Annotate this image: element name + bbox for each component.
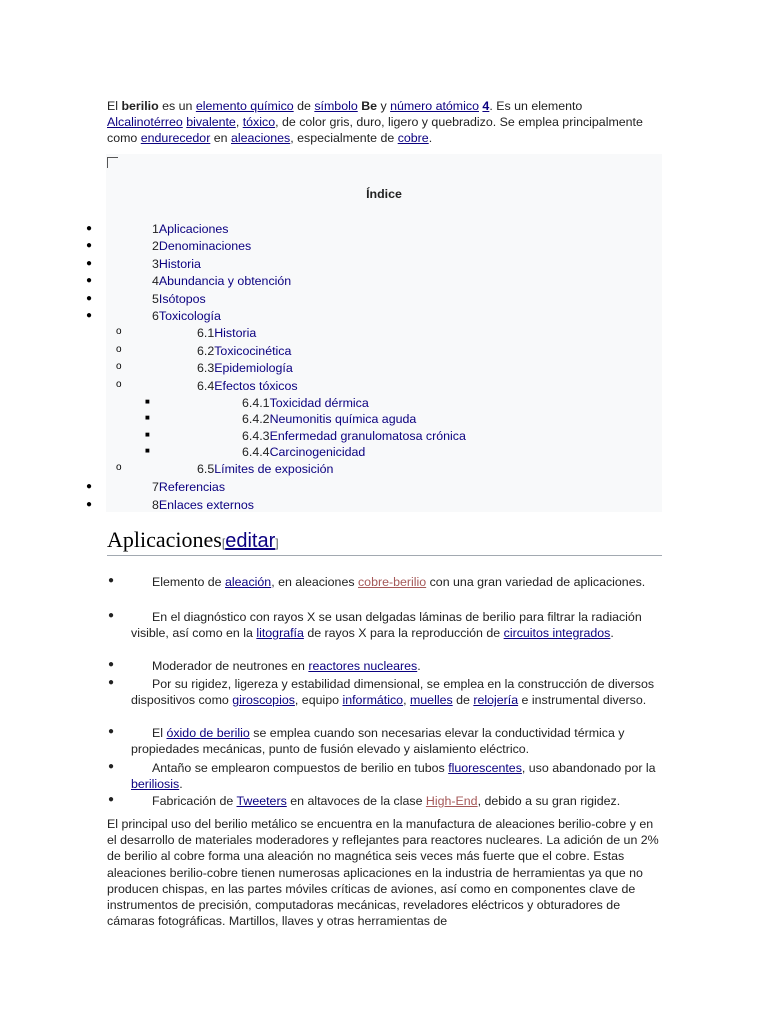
bullet-dot-icon: ● bbox=[108, 726, 115, 737]
bullet-dot-icon: ● bbox=[108, 677, 115, 688]
toc-item-6-4-4[interactable]: 6.4.4Carcinogenicidad bbox=[242, 445, 366, 459]
toc-item-6-4-1[interactable]: 6.4.1Toxicidad dérmica bbox=[242, 396, 369, 410]
intro-text: El bbox=[107, 99, 122, 113]
bullet-dot-icon: ● bbox=[108, 575, 115, 586]
link-aleaciones[interactable]: aleaciones bbox=[231, 131, 291, 145]
toc-item-toxicologia[interactable]: 6Toxicología bbox=[152, 309, 221, 323]
toc-item-6-2-toxicocinetica[interactable]: 6.2Toxicocinética bbox=[197, 344, 292, 358]
toc-item-6-5-limites[interactable]: 6.5Límites de exposición bbox=[197, 462, 334, 476]
bullet-square-icon: ■ bbox=[145, 413, 150, 422]
toc-item-isotopos[interactable]: 5Isótopos bbox=[152, 292, 206, 306]
link-muelles[interactable]: muelles bbox=[409, 693, 453, 707]
edit-bracket-close: ] bbox=[275, 536, 279, 550]
toc-toggle-checkbox[interactable] bbox=[107, 157, 118, 168]
link-simbolo[interactable]: símbolo bbox=[314, 99, 358, 113]
link-numero-atomico[interactable]: número atómico bbox=[390, 99, 479, 113]
link-toxico[interactable]: tóxico bbox=[242, 115, 276, 129]
link-cobre-berilio[interactable]: cobre-berilio bbox=[357, 575, 427, 589]
bullet-dot-icon: ● bbox=[86, 293, 93, 304]
toc-item-6-3-epidemiologia[interactable]: 6.3Epidemiología bbox=[197, 361, 293, 375]
body-paragraph: El principal uso del berilio metálico se encuentra en la manufactura de aleaciones berilio-cobre y en el desarrollo de materiales moderadores y reflejantes para reactores nucleares. La adición de un 2% de berilio al cobre forma una aleación no magnética seis veces más fuerte que el cobre. Estas aleaciones berilio-cobre tienen numerosas aplicaciones en la industria de herramientas ya que no producen chispas, en las partes móviles críticas de aviones, así como en componentes clave de instrumentos de precisión, computadoras mecánicas, reveladores eléctricos y obturadores de cámaras fotográficas. Martillos, llaves y otras herramientas de bbox=[107, 817, 659, 929]
link-informatico[interactable]: informático bbox=[342, 693, 404, 707]
list-item: Elemento de aleación, en aleaciones cobre-berilio con una gran variedad de aplicaciones. bbox=[152, 575, 646, 589]
bullet-dot-icon: ● bbox=[108, 761, 115, 772]
bullet-dot-icon: ● bbox=[108, 610, 115, 621]
bullet-dot-icon: ● bbox=[86, 223, 93, 234]
list-item: Moderador de neutrones en reactores nucleares. bbox=[152, 659, 421, 673]
toc-item-denominaciones[interactable]: 2Denominaciones bbox=[152, 239, 252, 253]
toc-item-historia[interactable]: 3Historia bbox=[152, 257, 201, 271]
link-litografia[interactable]: litografía bbox=[256, 626, 304, 640]
bullet-square-icon: ■ bbox=[145, 430, 150, 439]
link-aleacion[interactable]: aleación bbox=[225, 575, 272, 589]
toc-item-6-4-3[interactable]: 6.4.3Enfermedad granulomatosa crónica bbox=[242, 429, 466, 443]
link-alcalinoterreo[interactable]: Alcalinotérreo bbox=[107, 115, 183, 129]
list-item: Por su rigidez, ligereza y estabilidad dimensional, se emplea en la construcción de diversos dispositivos como giroscopios, equipo informático, muelles de relojería e instrumental diverso. bbox=[131, 677, 655, 707]
intro-text: de bbox=[293, 99, 315, 113]
toc-item-6-4-2[interactable]: 6.4.2Neumonitis química aguda bbox=[242, 412, 417, 426]
bullet-circle-icon: o bbox=[116, 361, 122, 372]
bullet-dot-icon: ● bbox=[86, 240, 93, 251]
toc-item-abundancia[interactable]: 4Abundancia y obtención bbox=[152, 274, 292, 288]
intro-text: , bbox=[235, 115, 243, 129]
link-endurecedor[interactable]: endurecedor bbox=[140, 131, 211, 145]
edit-bracket-open: [ bbox=[221, 536, 226, 550]
link-fluorescentes[interactable]: fluorescentes bbox=[448, 761, 522, 775]
list-item: Fabricación de Tweeters en altavoces de la clase High-End, debido a su gran rigidez. bbox=[152, 794, 621, 808]
bullet-dot-icon: ● bbox=[86, 310, 93, 321]
link-relojeria[interactable]: relojería bbox=[473, 693, 519, 707]
section-title: Aplicaciones bbox=[107, 527, 222, 552]
bullet-dot-icon: ● bbox=[108, 794, 115, 805]
link-circuitos-integrados[interactable]: circuitos integrados bbox=[503, 626, 611, 640]
list-item: Antaño se emplearon compuestos de berilio en tubos fluorescentes, uso abandonado por la beriliosis. bbox=[131, 761, 656, 791]
table-of-contents bbox=[106, 154, 662, 512]
link-cobre[interactable]: cobre bbox=[397, 131, 429, 145]
toc-item-aplicaciones[interactable]: 1Aplicaciones bbox=[152, 222, 229, 236]
bullet-dot-icon: ● bbox=[86, 275, 93, 286]
list-item: En el diagnóstico con rayos X se usan delgadas láminas de berilio para filtrar la radiación visible, así como en la litografía de rayos X para la reproducción de circuitos integrados. bbox=[131, 610, 642, 640]
bullet-dot-icon: ● bbox=[108, 659, 115, 670]
bullet-circle-icon: o bbox=[116, 379, 122, 390]
toc-item-enlaces-externos[interactable]: 8Enlaces externos bbox=[152, 498, 254, 512]
list-item: El óxido de berilio se emplea cuando son necesarias elevar la conductividad térmica y propiedades mecánicas, punto de fusión elevado y aislamiento eléctrico. bbox=[131, 726, 625, 756]
bullet-dot-icon: ● bbox=[86, 258, 93, 269]
link-giroscopios[interactable]: giroscopios bbox=[232, 693, 295, 707]
bullet-square-icon: ■ bbox=[145, 446, 150, 455]
toc-item-6-1-historia[interactable]: 6.1Historia bbox=[197, 326, 257, 340]
intro-text: . Es un elemento bbox=[489, 99, 583, 113]
intro-text: en bbox=[210, 131, 231, 145]
bullet-circle-icon: o bbox=[116, 462, 122, 473]
intro-text: . bbox=[428, 131, 433, 145]
intro-text: , especialmente de bbox=[290, 131, 398, 145]
intro-bold-berilio: berilio bbox=[121, 99, 159, 113]
link-high-end[interactable]: High-End bbox=[425, 794, 478, 808]
bullet-circle-icon: o bbox=[116, 326, 122, 337]
link-oxido-de-berilio[interactable]: óxido de berilio bbox=[166, 726, 250, 740]
intro-paragraph bbox=[107, 98, 657, 146]
link-atomic-number[interactable]: 4 bbox=[482, 99, 490, 113]
link-reactores-nucleares[interactable]: reactores nucleares bbox=[308, 659, 418, 673]
link-beriliosis[interactable]: beriliosis bbox=[131, 777, 180, 791]
bullet-circle-icon: o bbox=[116, 344, 122, 355]
link-tweeters[interactable]: Tweeters bbox=[236, 794, 287, 808]
toc-item-6-4-efectos[interactable]: 6.4Efectos tóxicos bbox=[197, 379, 298, 393]
bullet-square-icon: ■ bbox=[145, 397, 150, 406]
intro-bold-be: Be bbox=[361, 99, 378, 113]
link-bivalente[interactable]: bivalente bbox=[186, 115, 236, 129]
link-elemento-quimico[interactable]: elemento químico bbox=[195, 99, 294, 113]
toc-item-referencias[interactable]: 7Referencias bbox=[152, 480, 226, 494]
bullet-dot-icon: ● bbox=[86, 499, 93, 510]
intro-text: es un bbox=[158, 99, 196, 113]
section-heading-aplicaciones bbox=[107, 527, 662, 556]
toc-title: Índice bbox=[366, 187, 402, 201]
edit-section-link[interactable]: editar bbox=[225, 530, 276, 552]
bullet-dot-icon: ● bbox=[86, 481, 93, 492]
intro-text: , de color gris, duro, ligero y quebradizo. Se emplea principalmente como bbox=[107, 115, 643, 145]
intro-text: y bbox=[377, 99, 391, 113]
